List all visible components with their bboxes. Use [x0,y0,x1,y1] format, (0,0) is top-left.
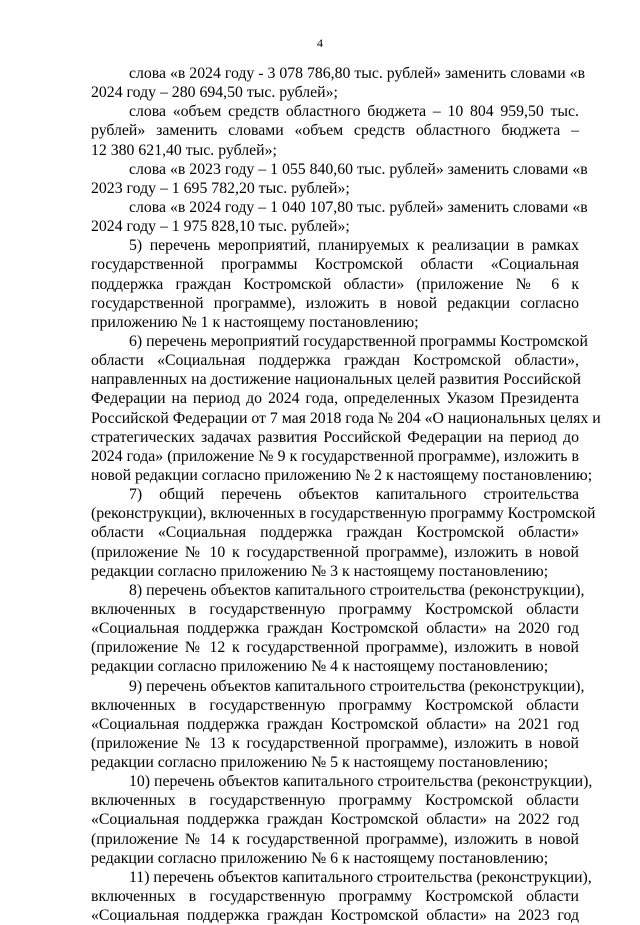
text-line: «Социальная поддержка граждан Костромской области» на 2020 год [91,620,579,638]
text-line: слова «в 2024 году – 1 040 107,80 тыс. рублей» заменить словами «в [129,198,588,216]
document-body [91,64,601,925]
text-line: 6) перечень мероприятий государственной программы Костромской [129,332,588,350]
text-line: рублей» заменить словами «объем средств областного бюджета – [91,122,579,140]
text-line: 2023 году – 1 695 782,20 тыс. рублей»; [91,179,350,197]
text-line: (приложение № 10 к государственной программе), изложить в новой [91,543,579,561]
text-line: редакции согласно приложению № 3 к настоящему постановлению; [91,562,549,580]
text-line: Федерации на период до 2024 года, определенных Указом Президента [91,390,579,408]
text-line: (приложение № 12 к государственной программе), изложить в новой [91,639,579,657]
text-line: «Социальная поддержка граждан Костромской области» на 2023 год [91,907,579,925]
text-line: слова «объем средств областного бюджета – 10 804 959,50 тыс. [129,103,579,121]
text-line: слова «в 2024 году - 3 078 786,80 тыс. рублей» заменить словами «в [129,65,586,82]
text-line: поддержка граждан Костромской области» (приложение № 6 к [91,275,579,293]
text-line: 12 380 621,40 тыс. рублей»; [91,141,277,159]
text-line: новой редакции согласно приложению № 2 к настоящему постановлению; [91,466,593,484]
text-line: области «Социальная поддержка граждан Костромской области», [91,352,579,370]
text-line: «Социальная поддержка граждан Костромской области» на 2022 год [91,811,579,829]
text-line: «Социальная поддержка граждан Костромской области» на 2021 год [91,715,579,733]
text-line: 8) перечень объектов капитального строительства (реконструкции), [129,581,585,599]
text-line: включенных в государственную программу Костромской области [91,696,579,714]
page-number: 4 [317,36,323,50]
text-line: 2024 году – 280 694,50 тыс. рублей»; [91,84,338,102]
text-line: (приложение № 13 к государственной программе), изложить в новой [91,734,579,752]
text-line: (реконструкции), включенных в государственную программу Костромской [91,505,596,523]
text-line: государственной программы Костромской области «Социальная [91,256,579,274]
text-line: редакции согласно приложению № 5 к настоящему постановлению; [91,754,549,772]
text-line: области «Социальная поддержка граждан Костромской области» [91,524,579,542]
text-line: 2024 году – 1 975 828,10 тыс. рублей»; [91,218,350,236]
text-line: редакции согласно приложению № 6 к настоящему постановлению; [91,849,549,867]
text-line: приложению № 1 к настоящему постановлению; [91,313,419,331]
text-line: редакции согласно приложению № 4 к настоящему постановлению; [91,658,549,676]
text-line: (приложение № 14 к государственной программе), изложить в новой [91,830,579,848]
text-line: 9) перечень объектов капитального строительства (реконструкции), [129,677,585,695]
text-line: 7) общий перечень объектов капитального строительства [129,486,579,504]
text-line: 11) перечень объектов капитального строительства (реконструкции), [129,868,592,886]
text-line: включенных в государственную программу Костромской области [91,888,579,906]
text-line: 10) перечень объектов капитального строительства (реконструкции), [129,773,593,791]
text-line: направленных на достижение национальных целей развития Российской [91,371,581,389]
text-line: государственной программе), изложить в новой редакции согласно [91,294,579,312]
text-line: 5) перечень мероприятий, планируемых к реализации в рамках [129,237,579,255]
text-line: слова «в 2023 году – 1 055 840,60 тыс. рублей» заменить словами «в [129,160,588,178]
text-line: стратегических задачах развития Российской Федерации на период до [91,428,579,446]
text-line: включенных в государственную программу Костромской области [91,600,579,618]
text-line: включенных в государственную программу Костромской области [91,792,579,810]
text-line: 2024 года» (приложение № 9 к государственной программе), изложить в [91,447,579,465]
text-line: Российской Федерации от 7 мая 2018 года № 204 «О национальных целях и [91,409,601,427]
